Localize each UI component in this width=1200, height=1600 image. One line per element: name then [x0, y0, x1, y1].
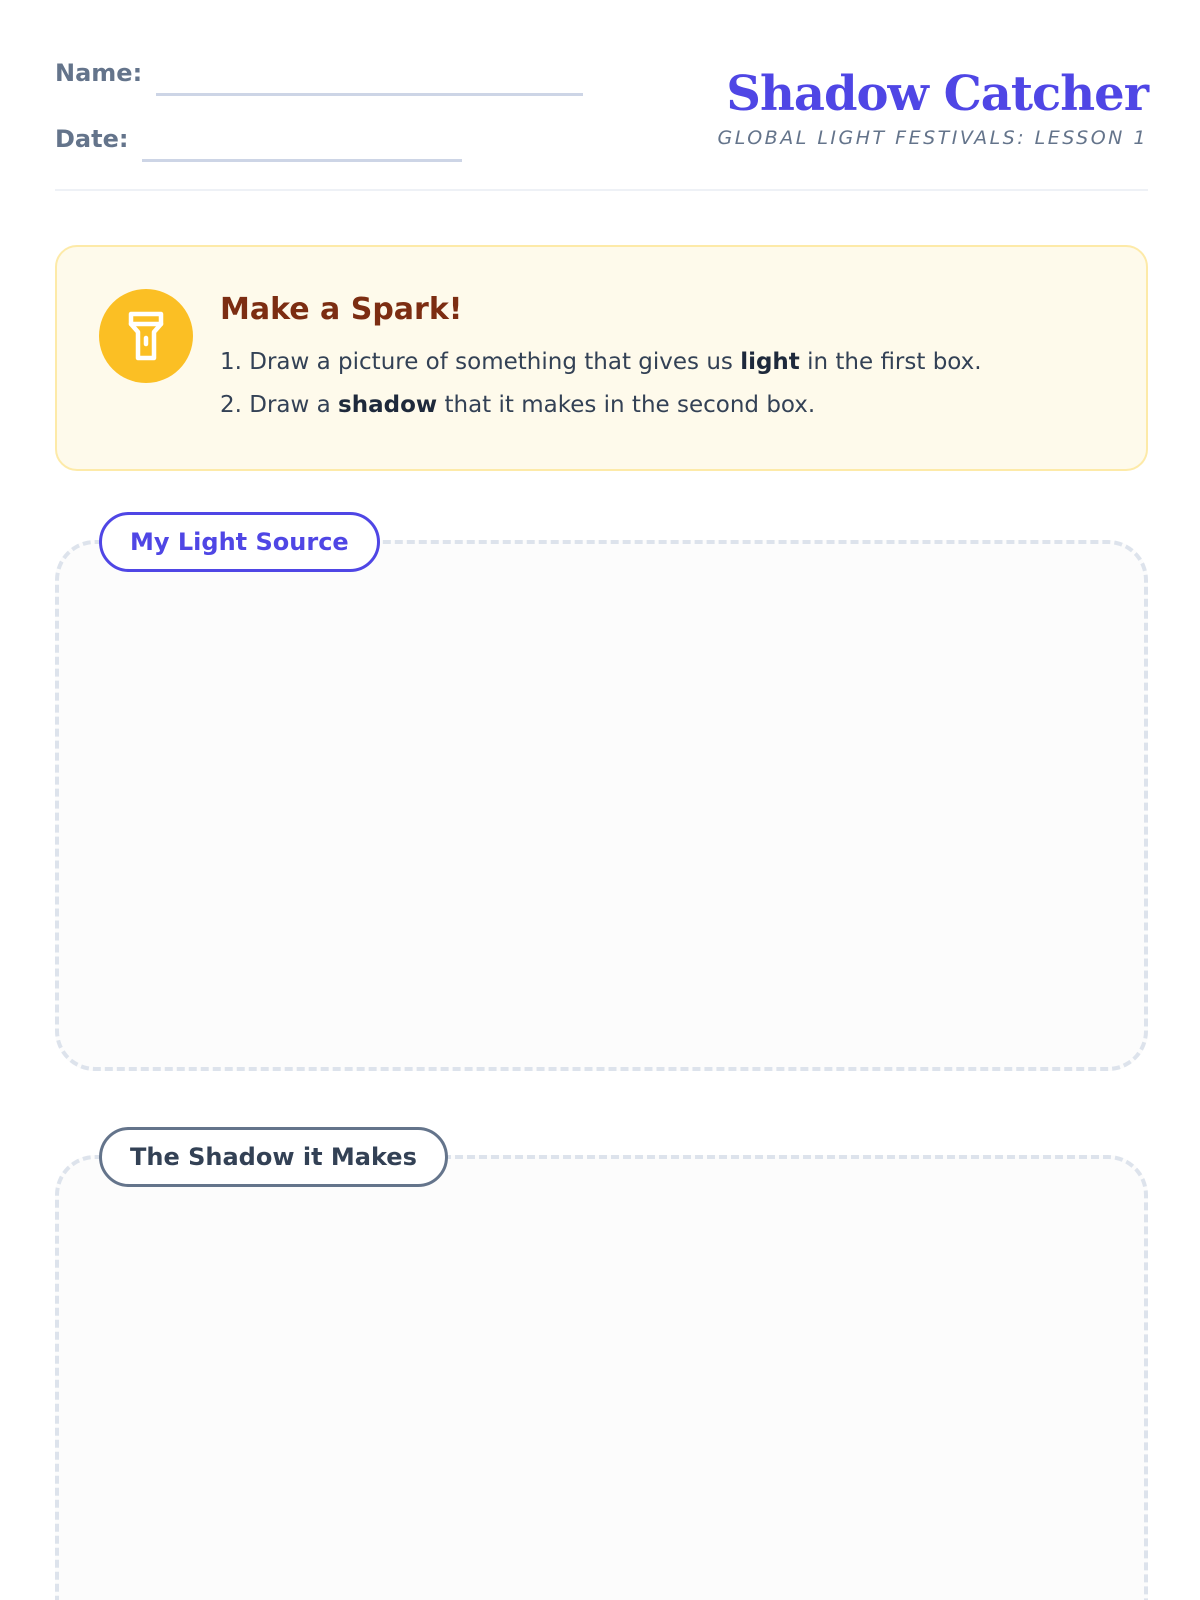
step-2-text-before: 2. Draw a	[220, 392, 339, 418]
shadow-label: The Shadow it Makes	[99, 1127, 448, 1187]
name-label: Name:	[55, 59, 143, 87]
shadow-drawing-area[interactable]	[55, 1143, 1148, 1600]
name-field	[55, 58, 583, 88]
step-1-text-after: in the first box.	[799, 349, 982, 375]
instructions-title: Make a Spark!	[220, 292, 463, 327]
date-label: Date:	[55, 125, 129, 153]
step-2-text-after: that it makes in the second box.	[437, 392, 816, 418]
instruction-step-1	[220, 347, 982, 377]
step-2-keyword: shadow	[338, 392, 438, 418]
instructions-box	[55, 245, 1148, 471]
name-write-line[interactable]	[156, 93, 583, 96]
date-write-line[interactable]	[142, 159, 462, 162]
worksheet-header	[55, 0, 1148, 191]
instructions-steps	[220, 347, 982, 433]
step-1-keyword: light	[740, 349, 800, 375]
instruction-step-2	[220, 390, 982, 420]
lesson-subtitle: GLOBAL LIGHT FESTIVALS: LESSON 1	[717, 127, 1148, 149]
flashlight-icon	[99, 289, 193, 383]
date-field	[55, 124, 462, 154]
step-1-text-before: 1. Draw a picture of something that gives us	[220, 349, 741, 375]
worksheet-title: Shadow Catcher	[726, 66, 1148, 122]
light-source-label: My Light Source	[99, 512, 380, 572]
light-source-drawing-area[interactable]	[55, 528, 1148, 1071]
